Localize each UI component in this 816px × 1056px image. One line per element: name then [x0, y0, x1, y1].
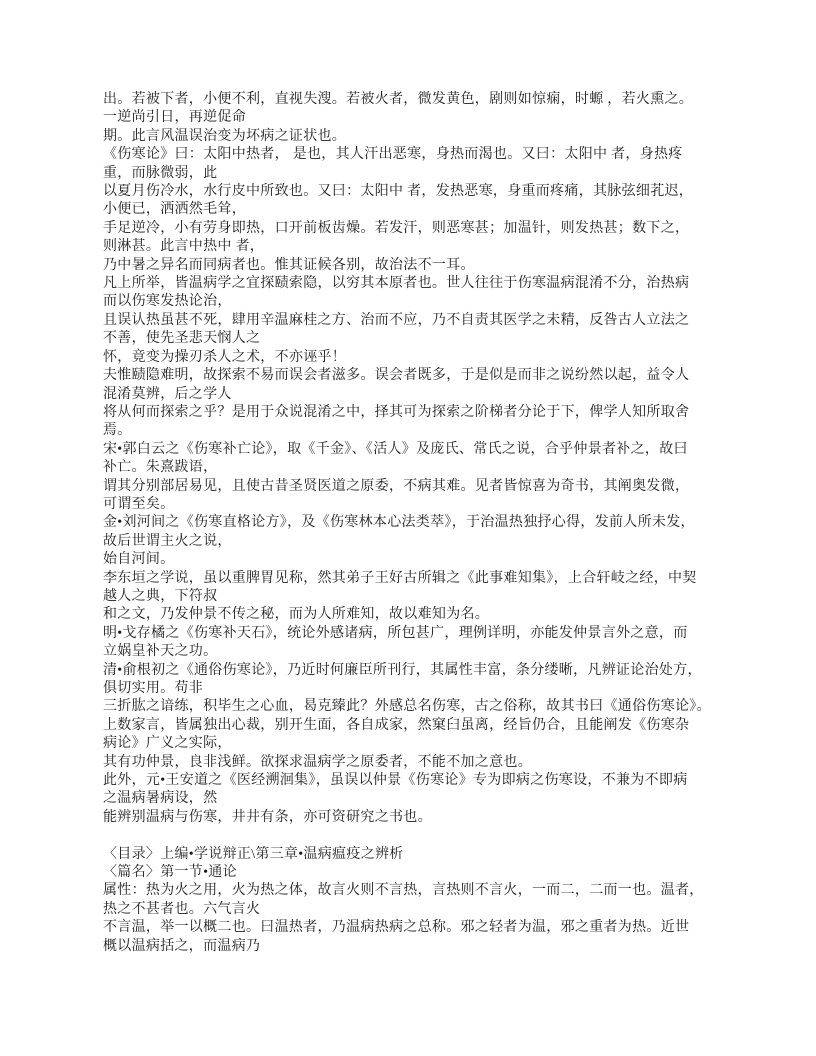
- text-line: 不善，使先圣悲天悯人之: [103, 331, 261, 347]
- text-line: 出。若被下者，小便不利，直视失溲。若被火者，微发黄色，剧则如惊痫，时螈 ，若火熏之。: [103, 92, 694, 107]
- text-line: 李东垣之学说，虽以重脾胃见称，然其弟子王好古所辑之《此事难知集》，上合轩岐之经，中契: [103, 570, 697, 586]
- text-line: 明•戈存橘之《伤寒补天石》，统论外感诸病，所包甚广，理例详明，亦能发仲景言外之意，而: [103, 625, 688, 641]
- text-line: 概以温病括之，而温病乃: [103, 938, 261, 954]
- text-line: 宋•郭白云之《伤寒补亡论》，取《千金》、《活人》及庞氏、常氏之说，合乎仲景者补之，故曰: [103, 441, 688, 457]
- text-line: 立娲皇补天之功。: [103, 644, 218, 660]
- text-line: 一逆尚引日，再逆促命: [103, 110, 246, 126]
- text-line: 越人之典，下符叔: [103, 588, 218, 604]
- text-line: 怀，竟变为操刃杀人之术，不亦诬乎！: [103, 349, 347, 365]
- text-line: 故后世谓主火之说，: [103, 533, 232, 549]
- text-line: 补亡。朱熹跋语，: [103, 460, 218, 476]
- text-line: 热之不甚者也。六气言火: [103, 901, 261, 917]
- text-line: 《伤寒论》曰：太阳中热者， 是也，其人汗出恶寒，身热而渴也。又曰：太阳中 者，身热疼: [103, 147, 683, 163]
- text-line: 则淋甚。此言中热中 者，: [103, 239, 265, 255]
- text-line: 乃中暑之异名而同病者也。惟其证候各别，故治法不一耳。: [103, 257, 475, 273]
- text-line: 手足逆冷，小有劳身即热，口开前板齿燥。若发汗，则恶寒甚；加温针，则发热甚；数下之，: [103, 220, 690, 236]
- section-title-line: 〈篇名〉第一节•通论: [103, 865, 237, 881]
- text-line: 能辨别温病与伤寒，井井有条，亦可资研究之书也。: [103, 809, 432, 825]
- text-line: 金•刘河间之《伤寒直格论方》，及《伤寒林本心法类萃》，于治温热独抒心得，发前人所未发，: [103, 515, 695, 531]
- text-line: 小便已，洒洒然毛耸，: [103, 202, 246, 218]
- text-line: 上数家言，皆属独出心裁，别开生面，各自成家，然窠臼虽离，经旨仍合，且能阐发《伤寒杂: [103, 717, 690, 733]
- text-line: 和之文，乃发仲景不传之秘，而为人所难知，故以难知为名。: [103, 607, 490, 623]
- text-line: 之温病暑病设，然: [103, 791, 218, 807]
- text-line: 以夏月伤冷水，水行皮中所致也。又曰：太阳中 者，发热恶寒，身重而疼痛，其脉弦细芤迟，: [103, 184, 694, 200]
- text-line: 不言温，举一以概二也。曰温热者，乃温病热病之总称。邪之轻者为温，邪之重者为热。近世: [103, 920, 690, 936]
- text-line: 谓其分别部居易见，且使古昔圣贤医道之原委，不病其难。见者皆惊喜为奇书，其阐奥发微，: [103, 478, 690, 494]
- text-line: 而以伤寒发热论治，: [103, 294, 232, 310]
- text-line: 凡上所举，皆温病学之宜探赜索隐，以穷其本原者也。世人往往于伤寒温病混淆不分，治热病: [103, 276, 690, 292]
- text-line: 将从何而探索之乎？是用于众说混淆之中，择其可为探索之阶梯者分论于下，俾学人知所取舍: [103, 404, 690, 420]
- text-line: 清•俞根初之《通俗伤寒论》，乃近时何廉臣所刊行，其属性丰富，条分缕晰，凡辨证论治处方，: [103, 662, 702, 678]
- document-text: [103, 91, 735, 956]
- text-line: 重，而脉微弱，此: [103, 165, 218, 181]
- text-line: 夫惟赜隐难明，故探索不易而误会者滋多。误会者既多，于是似是而非之说纷然以起，益令人: [103, 368, 690, 384]
- text-line: 病论》广义之实际，: [103, 736, 232, 752]
- text-line: 俱切实用。苟非: [103, 681, 204, 696]
- text-line: 属性：热为火之用，火为热之体，故言火则不言热，言热则不言火，一而二，二而一也。温者，: [103, 883, 704, 899]
- text-line: 混淆莫辨，后之学人: [103, 386, 232, 402]
- text-line: 焉。: [103, 423, 132, 439]
- blank-line: [103, 827, 735, 845]
- text-line: 三折肱之谙练，积毕生之心血，曷克臻此？外感总名伤寒，古之俗称，故其书曰《通俗伤寒论》。: [103, 699, 711, 715]
- text-line: 且误认热虽甚不死，肆用辛温麻桂之方、治而不应，乃不自责其医学之未精，反咎古人立法之: [103, 312, 690, 328]
- text-line: 此外，元•王安道之《医经溯洄集》，虽误以仲景《伤寒论》专为即病之伤寒设，不兼为不即病: [103, 773, 688, 789]
- text-line: 始自河间。: [103, 552, 175, 568]
- text-line: 期。此言风温误治变为坏病之证状也。: [103, 128, 347, 144]
- toc-line: 〈目录〉上编•学说辩正\第三章•温病瘟疫之辨析: [103, 846, 404, 862]
- text-line: 可谓至矣。: [103, 496, 175, 512]
- text-line: 其有功仲景，良非浅鲜。欲探求温病学之原委者，不能不加之意也。: [103, 754, 532, 770]
